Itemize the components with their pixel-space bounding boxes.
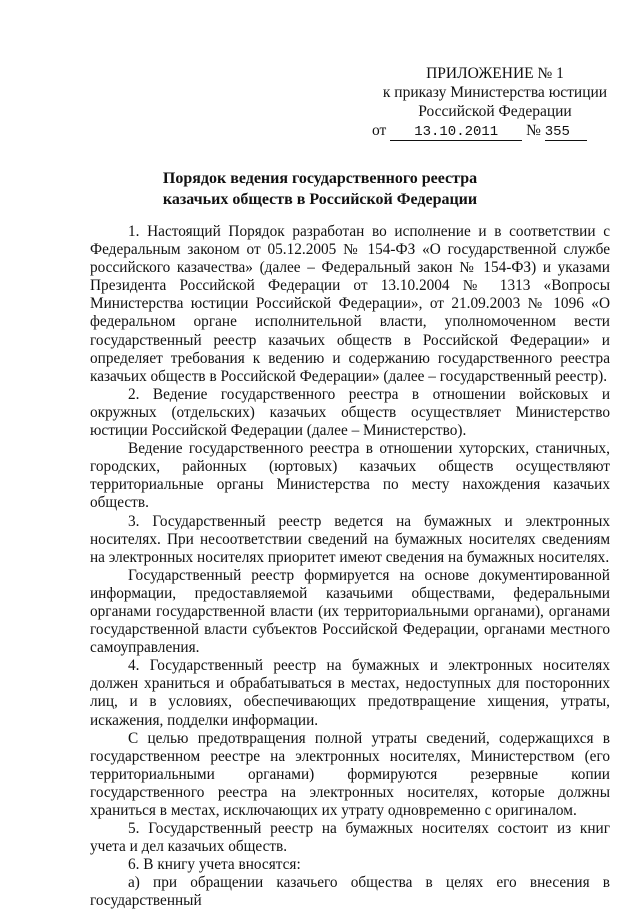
document-title-line-1: Порядок ведения государственного реестра — [162, 170, 478, 187]
number-prefix: № — [526, 122, 541, 139]
paragraph-3-cont: Государственный реестр формируется на основе документированной информации, предоставляемой казачьими обществами, федеральными органами государственной власти (их территориальными органами), органами государственной власти субъектов Российской Федерации, органами местного самоуправления. — [90, 566, 610, 657]
paragraph-5: 5. Государственный реестр на бумажных носителях состоит из книг учета и дел казачьих обществ. — [90, 820, 610, 856]
appendix-title: ПРИЛОЖЕНИЕ № 1 — [426, 65, 564, 82]
document-title-line-2: казачьих обществ в Российской Федерации — [162, 191, 478, 208]
document-body — [90, 223, 610, 911]
paragraph-2: 2. Ведение государственного реестра в отношении войсковых и окружных (отдельских) казачьих обществ осуществляет Министерство юстиции Российской Федерации (далее – Министерство). — [90, 385, 610, 440]
paragraph-3: 3. Государственный реестр ведется на бумажных и электронных носителях. При несоответствии сведений на бумажных носителях сведениям на электронных носителях приоритет имеют сведения на бумажных носителях. — [90, 512, 610, 566]
paragraph-6a: а) при обращении казачьего общества в целях его внесения в государственный — [90, 874, 610, 910]
paragraph-1: 1. Настоящий Порядок разработан во исполнение и в соответствии с Федеральным законом от 05.12.2005 № 154-ФЗ «О государственной службе российского казачества» (далее – Федеральный закон № 154-ФЗ) и указами Президента Российской Федерации от 13.10.2004 № 1313 «Вопросы Министерства юстиции Российской Федерации», от 21.09.2003 № 1096 «О федеральном органе исполнительной власти, уполномоченном вести государственный реестр казачьих обществ в Российской Федерации» и определяет требования к ведению и содержанию государственного реестра казачьих обществ в Российской Федерации» (далее – государственный реестр). — [90, 223, 610, 385]
paragraph-2-cont: Ведение государственного реестра в отношении хуторских, станичных, городских, районных (юртовых) казачьих обществ осуществляют территориальные органы Министерства по месту нахождения казачьих обществ. — [90, 440, 610, 512]
appendix-date-number-line — [372, 121, 610, 141]
document-title — [0, 168, 640, 210]
order-number: 355 — [545, 125, 587, 141]
appendix-ministry-line: Российской Федерации — [418, 103, 572, 120]
appendix-order-line: к приказу Министерства юстиции — [382, 84, 608, 101]
order-date: 13.10.2011 — [390, 125, 522, 141]
paragraph-6: 6. В книгу учета вносятся: — [128, 856, 301, 874]
appendix-block — [372, 64, 610, 141]
paragraph-4: 4. Государственный реестр на бумажных и электронных носителях должен храниться и обрабатываться в местах, недоступных для посторонних лиц, и в условиях, обеспечивающих предотвращение хищения, утраты, искажения, подделки информации. — [90, 657, 610, 729]
date-prefix: от — [372, 122, 387, 139]
paragraph-4-cont: С целью предотвращения полной утраты сведений, содержащихся в государственном реестре на электронных носителях, Министерством (его территориальными органами) формируются резервные копии государственного реестра на электронных носителях, которые должны храниться в местах, исключающих их утрату одновременно с оригиналом. — [90, 729, 610, 819]
